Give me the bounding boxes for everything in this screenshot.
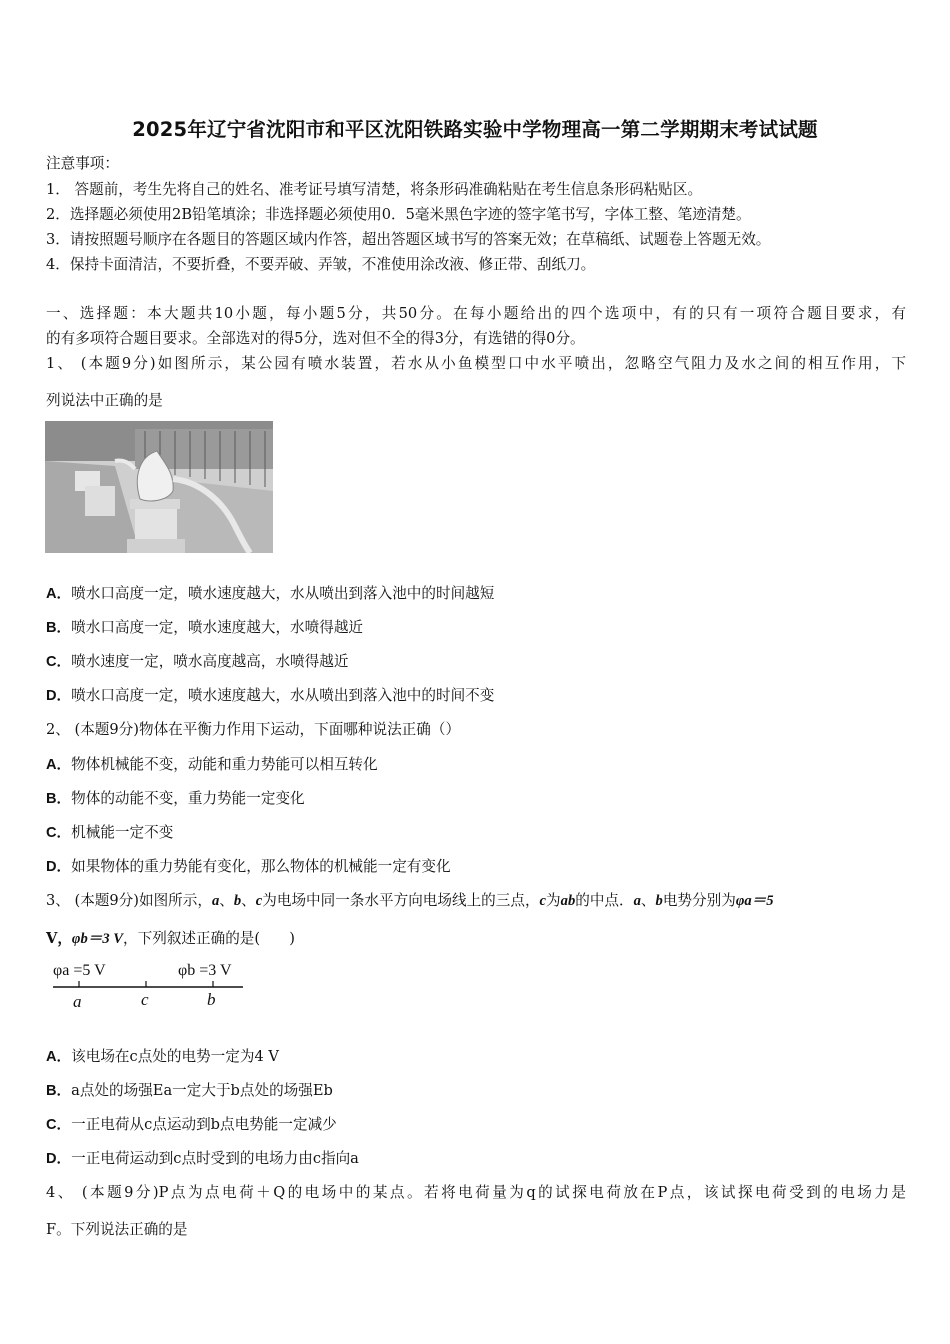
q2-option-d[interactable]: D．如果物体的重力势能有变化，那么物体的机械能一定有变化 [46, 858, 451, 875]
question-3-stem-line2: V，φb＝3 V，下列叙述正确的是( ) [46, 930, 295, 947]
point-a-label: a [73, 992, 82, 1011]
point-b-label: b [207, 990, 216, 1009]
q2-option-a[interactable]: A．物体机械能不变，动能和重力势能可以相互转化 [46, 756, 378, 773]
question-2-stem: 2、 (本题9分)物体在平衡力作用下运动，下面哪种说法正确（） [46, 721, 461, 738]
q3-option-d[interactable]: D．一正电荷运动到c点时受到的电场力由c指向a [46, 1150, 359, 1167]
notice-item-1: 1． 答题前，考生先将自己的姓名、准考证号填写清楚，将条形码准确粘贴在考生信息条形码粘贴区。 [46, 181, 703, 198]
label-phi-a: φa =5 V [53, 962, 106, 979]
question-4-stem-line2: F。下列说法正确的是 [46, 1221, 188, 1238]
question-4-stem-line1: 4、 (本题9分)P点为点电荷＋Q的电场中的某点。若将电荷量为q的试探电荷放在P点，该试探电荷受到的电场力是 [46, 1184, 906, 1201]
q2-option-b[interactable]: B．物体的动能不变，重力势能一定变化 [46, 790, 305, 807]
page-title: 2025年辽宁省沈阳市和平区沈阳铁路实验中学物理高一第二学期期末考试试题 [132, 118, 818, 141]
q3-option-a[interactable]: A．该电场在c点处的电势一定为4 V [46, 1048, 279, 1065]
notice-item-4: 4．保持卡面清洁，不要折叠，不要弄破、弄皱，不准使用涂改液、修正带、刮纸刀。 [46, 256, 596, 273]
q1-option-b[interactable]: B．喷水口高度一定，喷水速度越大，水喷得越近 [46, 619, 364, 636]
notice-item-3: 3．请按照题号顺序在各题目的答题区域内作答，超出答题区域书写的答案无效；在草稿纸、试题卷上答题无效。 [46, 231, 771, 248]
q1-option-c[interactable]: C．喷水速度一定，喷水高度越高，水喷得越近 [46, 653, 349, 670]
notice-heading: 注意事项： [46, 155, 119, 172]
notice-item-2: 2．选择题必须使用2B铅笔填涂；非选择题必须使用0．5毫米黑色字迹的签字笔书写，字体工整、笔迹清楚。 [46, 206, 751, 223]
q1-option-d[interactable]: D．喷水口高度一定，喷水速度越大，水从喷出到落入池中的时间不变 [46, 687, 495, 704]
label-phi-b: φb =3 V [178, 962, 232, 979]
q1-option-a[interactable]: A．喷水口高度一定，喷水速度越大，水从喷出到落入池中的时间越短 [46, 585, 495, 602]
section-intro-line2: 的有多项符合题目要求。全部选对的得5分，选对但不全的得3分，有选错的得0分。 [46, 330, 585, 347]
question-1-stem-line1: 1、 (本题9分)如图所示，某公园有喷水装置，若水从小鱼模型口中水平喷出，忽略空气阻力及水之间的相互作用，下 [46, 355, 906, 372]
q2-option-c[interactable]: C．机械能一定不变 [46, 824, 174, 841]
q3-option-c[interactable]: C．一正电荷从c点运动到b点电势能一定减少 [46, 1116, 337, 1133]
section-intro-line1: 一、选择题：本大题共10小题，每小题5分，共50分。在每小题给出的四个选项中，有的只有一项符合题目要求，有 [46, 305, 906, 322]
fountain-photo [45, 421, 273, 553]
electric-field-figure [45, 955, 255, 1015]
question-1-stem-line2: 列说法中正确的是 [46, 392, 163, 409]
question-3-stem-line1: 3、 (本题9分)如图所示，a、b、c为电场中同一条水平方向电场线上的三点，c为ab的中点．a、b电势分别为φa＝5 [46, 892, 774, 909]
point-c-label: c [141, 990, 149, 1009]
q3-option-b[interactable]: B．a点处的场强Ea一定大于b点处的场强Eb [46, 1082, 333, 1099]
